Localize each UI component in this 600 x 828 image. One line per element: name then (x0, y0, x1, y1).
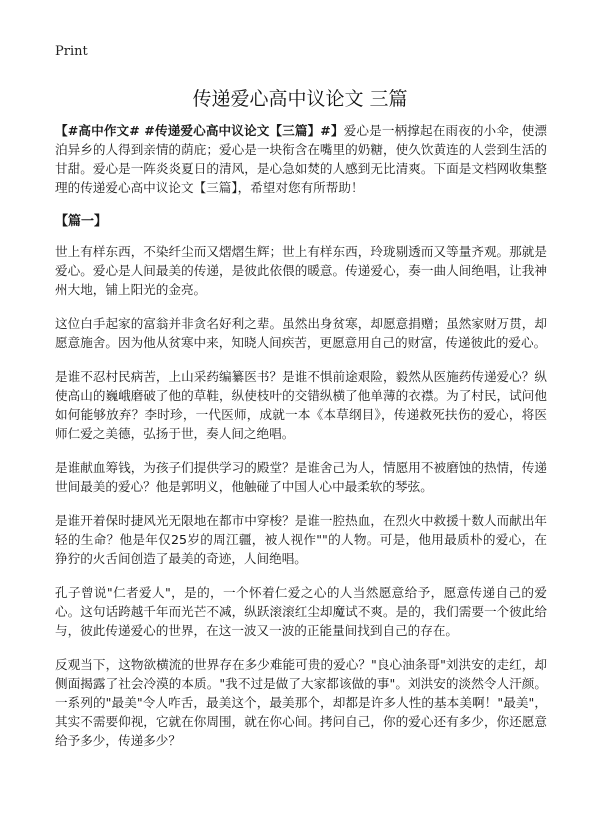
intro-text: 爱心是一柄撑起在雨夜的小伞，使漂泊异乡的人得到亲情的荫庇；爱心是一块衔含在嘴里的奶糖，使久饮黄连的人尝到生活的甘甜。爱心是一阵炎炎夏日的清风，是心急如焚的人感到无比清爽。下面是文档网收集整理的传递爱心高中议论文【三篇】，希望对您有所帮助！ (55, 123, 548, 195)
page-title: 传递爱心高中议论文 三篇 (192, 88, 408, 110)
paragraph-2: 这位白手起家的富翁并非贪名好利之辈。虽然出身贫寒，却愿意捐赠；虽然家财万贯，却愿意施舍。因为他从贫寒中来，知晓人间疾苦，更愿意用自己的财富，传递彼此的爱心。 (55, 316, 547, 350)
article-body (55, 121, 547, 765)
print-link[interactable]: Print (55, 44, 88, 59)
paragraph-5: 是谁开着保时捷风光无限地在都市中穿梭？是谁一腔热血，在烈火中救援十数人而献出年轻的生命？他是年仅25岁的周江疆，被人视作""的人物。可是，他用最质朴的爱心，在狰狞的火舌间创造了最美的奇迹，人间绝唱。 (55, 513, 547, 566)
section-heading: 【篇一】 (55, 214, 108, 229)
intro-paragraph (55, 121, 547, 197)
paragraph-4: 是谁献血筹钱，为孩子们提供学习的殿堂？是谁舍己为人，情愿用不被磨蚀的热情，传递世间最美的爱心？他是郭明义，他触碰了中国人心中最柔软的琴弦。 (55, 460, 547, 494)
intro-tag: 【#高中作文# #传递爱心高中议论文【三篇】#】 (55, 123, 344, 138)
paragraph-6: 孔子曾说"仁者爱人"，是的，一个怀着仁爱之心的人当然愿意给予，愿意传递自己的爱心。这句话跨越千年而光芒不减，纵跃滚滚红尘却魔试不爽。是的，我们需要一个彼此给与，彼此传递爱心的世界，在这一波又一波的正能量间找到自己的存在。 (55, 585, 547, 638)
paragraph-1: 世上有样东西，不染纤尘而又熠熠生辉；世上有样东西，玲珑剔透而又等量齐观。那就是爱心。爱心是人间最美的传递，是彼此依偎的暖意。传递爱心，奏一曲人间绝唱，让我神州大地，铺上阳光的金亮。 (55, 244, 547, 297)
paragraph-7: 反观当下，这物欲横流的世界存在多少难能可贵的爱心？"良心油条哥"刘洪安的走红，却侧面揭露了社会冷漠的本质。"我不过是做了大家都该做的事"。刘洪安的淡然令人汗颜。一系列的"最美"令人咋舌，最美这个，最美那个，却都是许多人性的基本美啊！"最美"，其实不需要仰视，它就在你周围，就在你心间。拷问自己，你的爱心还有多少，你还愿意给予多少，传递多少？ (55, 657, 547, 748)
paragraph-3: 是谁不忍村民病苦，上山采药编纂医书？是谁不惧前途艰险，毅然从医施药传递爱心？纵使高山的巍峨磨破了他的草鞋，纵使枝叶的交错纵横了他单薄的衣襟。为了村民，试问他如何能够放弃？李时珍，一代医师，成就一本《本草纲目》，传递救死扶伤的爱心，将医师仁爱之美德，弘扬于世，奏人间之绝唱。 (55, 369, 547, 441)
